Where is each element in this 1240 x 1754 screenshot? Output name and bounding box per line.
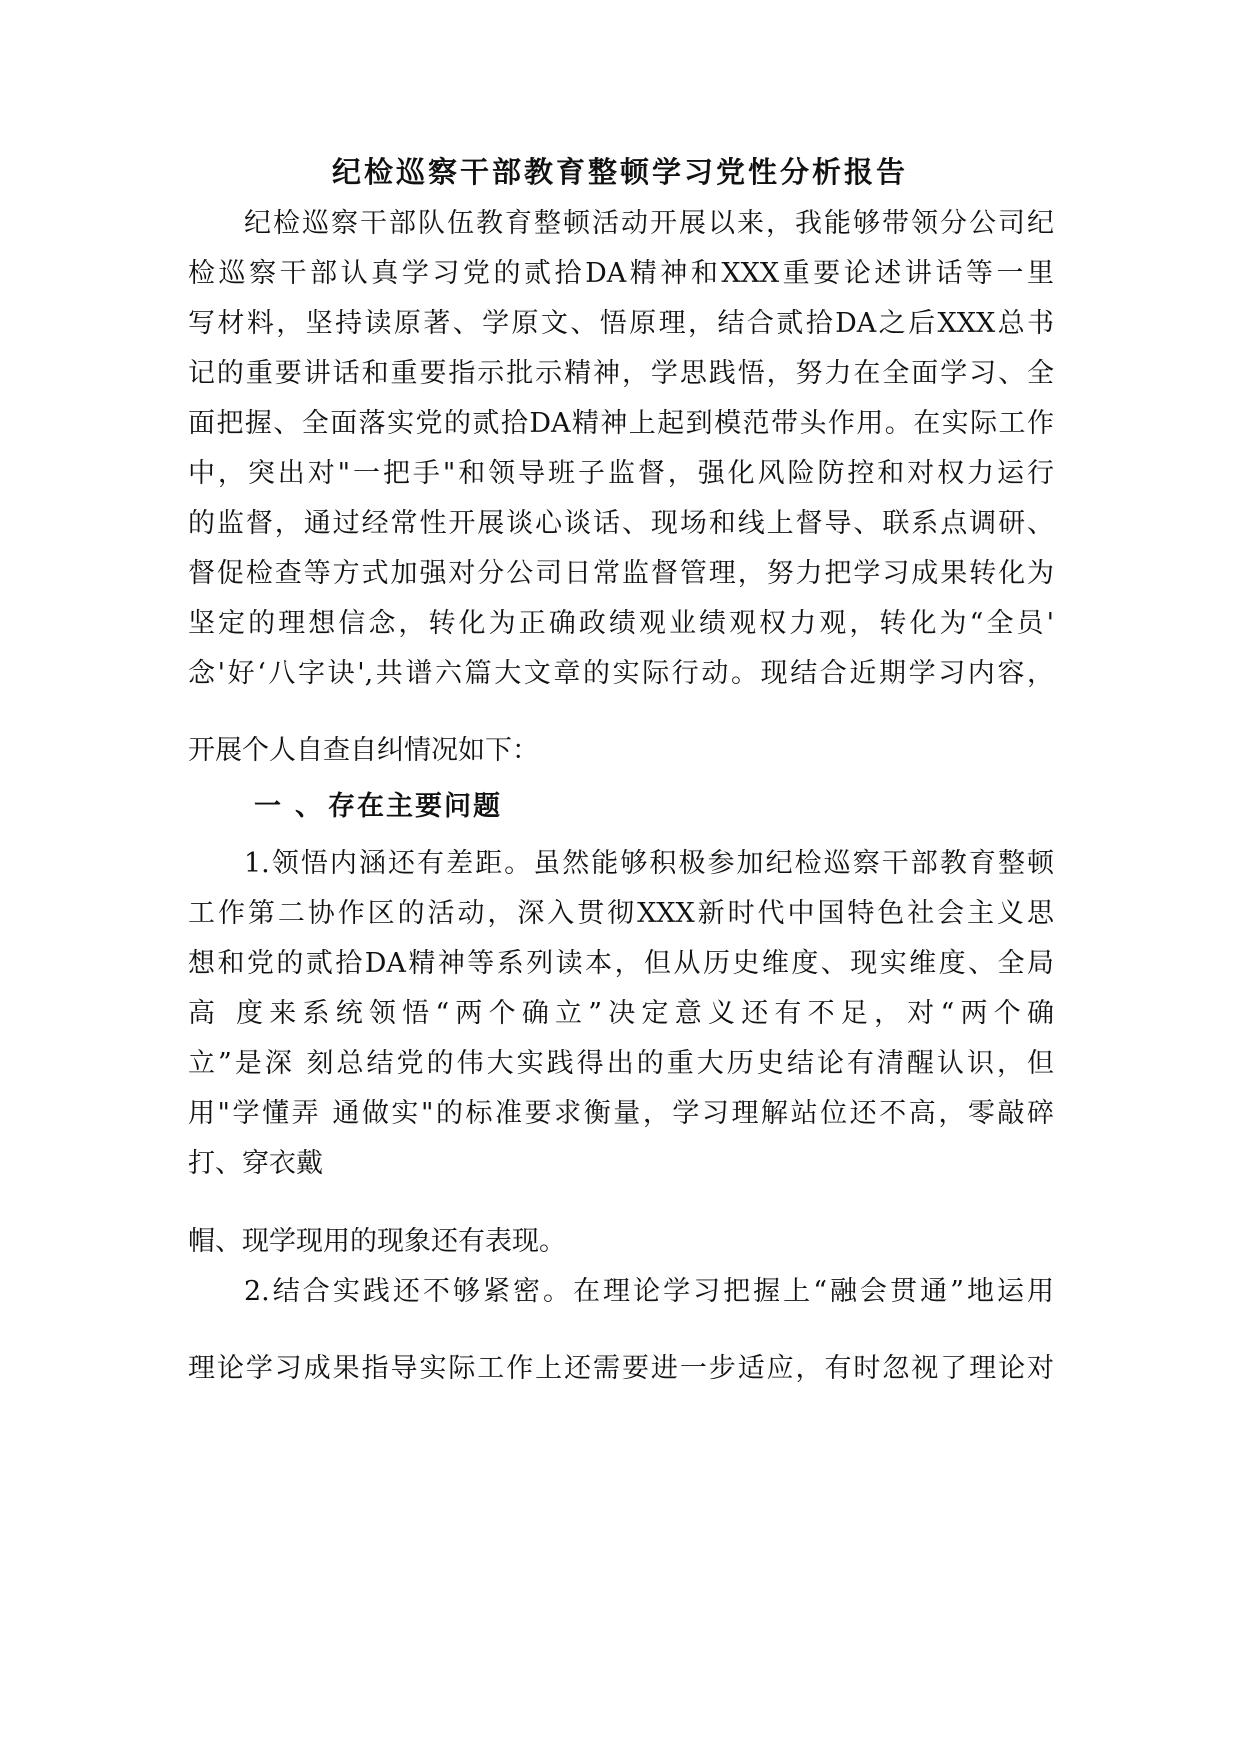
item-1-line: 打、穿衣戴	[188, 1148, 323, 1179]
intro-line: 检巡察干部认真学习党的贰拾DA精神和XXX重要论述讲话等一里	[188, 258, 1054, 289]
section-title: 存在主要问题	[328, 791, 502, 822]
intro-line: 中，突出对"一把手"和领导班子监督，强化风险防控和对权力运行	[188, 458, 1054, 489]
intro-line: 念'好‘八字诀',共谱六篇大文章的实际行动。现结合近期学习内容，	[188, 658, 1054, 689]
item-1-line: 帽、现学现用的现象还有表现。	[188, 1226, 566, 1257]
intro-line: 坚定的理想信念，转化为正确政绩观业绩观权力观，转化为“全员'	[188, 608, 1054, 639]
item-1-line: 立”是深 刻总结党的伟大实践得出的重大历史结论有清醒认识，但	[188, 1048, 1054, 1079]
document-title: 纪检巡察干部教育整顿学习党性分析报告	[331, 155, 908, 189]
item-1-line: 想和党的贰拾DA精神等系列读本，但从历史维度、现实维度、全局	[188, 948, 1054, 979]
section-separator: 、	[295, 791, 322, 822]
intro-line: 开展个人自查自纠情况如下：	[188, 735, 539, 766]
intro-line: 的监督，通过经常性开展谈心谈话、现场和线上督导、联系点调研、	[188, 508, 1054, 539]
intro-line: 面把握、全面落实党的贰拾DA精神上起到模范带头作用。在实际工作	[188, 408, 1054, 439]
item-1-line: 1.领悟内涵还有差距。虽然能够积极参加纪检巡察干部教育整顿	[244, 848, 1054, 879]
intro-line: 纪检巡察干部队伍教育整顿活动开展以来，我能够带领分公司纪	[244, 208, 1054, 239]
item-2-line: 2.结合实践还不够紧密。在理论学习把握上“融会贯通”地运用	[244, 1276, 1054, 1307]
item-1-line: 用"学懂弄 通做实"的标准要求衡量，学习理解站位还不高，零敲碎	[188, 1098, 1054, 1129]
item-1-line: 高 度来系统领悟“两个确立”决定意义还有不足，对“两个确	[188, 998, 1054, 1029]
item-2-line: 理论学习成果指导实际工作上还需要进一步适应，有时忽视了理论对	[188, 1353, 1054, 1384]
intro-line: 记的重要讲话和重要指示批示精神，学思践悟，努力在全面学习、全	[188, 358, 1054, 389]
intro-line: 写材料，坚持读原著、学原文、悟原理，结合贰拾DA之后XXX总书	[188, 308, 1054, 339]
section-number: 一	[254, 791, 281, 822]
intro-line: 督促检查等方式加强对分公司日常监督管理，努力把学习成果转化为	[188, 558, 1054, 589]
section-heading	[254, 790, 502, 824]
item-1-line: 工作第二协作区的活动，深入贯彻XXX新时代中国特色社会主义思	[188, 898, 1054, 929]
